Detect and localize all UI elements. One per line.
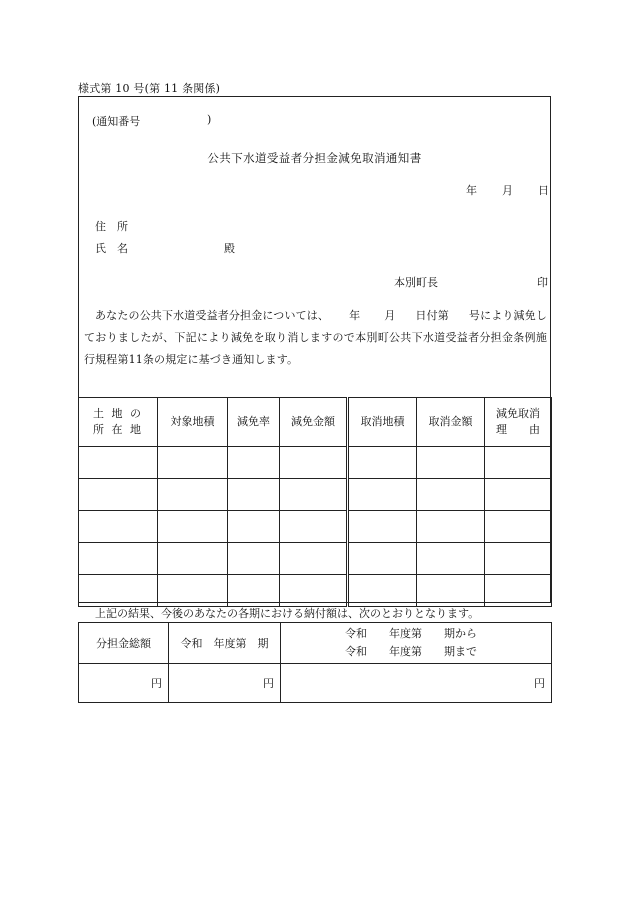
table-cell (228, 479, 280, 511)
header-target-area: 対象地積 (158, 398, 228, 447)
header-location-line2: 所 在 地 (93, 423, 143, 436)
table-cell (228, 575, 280, 607)
header-reason-line2: 理 由 (496, 423, 540, 436)
table-cell (228, 543, 280, 575)
header-location (79, 398, 158, 447)
table-cell (158, 479, 228, 511)
table-row (79, 543, 552, 575)
table-cell (280, 575, 348, 607)
issuer-title: 本別町長 (394, 276, 438, 289)
reduction-table-header (79, 398, 552, 447)
table-cell (485, 447, 552, 479)
table-cell (485, 511, 552, 543)
address-label-1: 住 (95, 220, 106, 233)
table-cell (79, 479, 158, 511)
table-cell (485, 543, 552, 575)
period-label: 令和 年度第 期 (169, 623, 281, 664)
table-cell (79, 447, 158, 479)
table-row (79, 575, 552, 607)
table-cell (158, 543, 228, 575)
header-location-line1: 土 地 の (93, 407, 143, 420)
table-row (79, 479, 552, 511)
table-cell (280, 447, 348, 479)
period-range-from: 令和 年度第 期から (345, 627, 477, 640)
table-cell (417, 543, 485, 575)
body-lead: あなたの公共下水道受益者分担金については、 (95, 309, 330, 322)
seal-mark: 印 (537, 276, 548, 289)
table-cell (79, 575, 158, 607)
table-cell (79, 543, 158, 575)
name-label-1: 氏 (95, 242, 106, 255)
document-title: 公共下水道受益者分担金減免取消通知書 (207, 151, 422, 165)
table-cell (348, 447, 417, 479)
reduction-table (78, 397, 552, 607)
payment-table-values (79, 664, 552, 703)
table-cell (158, 575, 228, 607)
address-label-2: 所 (117, 220, 128, 233)
header-reduction-rate: 減免率 (228, 398, 280, 447)
honorific: 殿 (224, 242, 235, 255)
table-cell (79, 511, 158, 543)
body-rest: 号により減免しておりましたが、下記により減免を取り消しますので本別町公共下水道受益者分担金条例施行規程第11条の規定に基づき通知します。 (84, 309, 548, 366)
notice-number-label: (通知番号 (92, 115, 141, 128)
table-cell (348, 575, 417, 607)
header-reduction-amount: 減免金額 (280, 398, 348, 447)
payment-table (78, 622, 552, 703)
table-cell (348, 543, 417, 575)
table-cell (417, 447, 485, 479)
form-number-label: 様式第 10 号(第 11 条関係) (78, 82, 221, 95)
yen-range: 円 (281, 664, 552, 703)
table-cell (485, 575, 552, 607)
header-cancel-amount: 取消金額 (417, 398, 485, 447)
table-cell (417, 575, 485, 607)
payment-note: 上記の結果、今後のあなたの各期における納付額は、次のとおりとなります。 (95, 607, 480, 620)
yen-total: 円 (79, 664, 169, 703)
body-paragraph (84, 305, 547, 371)
date-day: 日 (538, 184, 549, 197)
header-cancel-reason (485, 398, 552, 447)
table-row (79, 447, 552, 479)
payment-table-header (79, 623, 552, 664)
table-cell (158, 447, 228, 479)
date-year: 年 (466, 184, 477, 197)
header-reason-line1: 減免取消 (496, 407, 540, 420)
table-cell (348, 511, 417, 543)
table-cell (485, 479, 552, 511)
total-amount-label: 分担金総額 (79, 623, 169, 664)
period-range-to: 令和 年度第 期まで (345, 645, 477, 658)
notice-number-close: ) (207, 113, 212, 126)
table-cell (228, 511, 280, 543)
header-cancel-area: 取消地積 (348, 398, 417, 447)
table-row (79, 511, 552, 543)
period-range (281, 623, 552, 664)
body-month: 月 (384, 309, 396, 322)
yen-period: 円 (169, 664, 281, 703)
table-cell (280, 511, 348, 543)
table-cell (348, 479, 417, 511)
name-label-2: 名 (117, 242, 128, 255)
table-cell (228, 447, 280, 479)
table-cell (280, 543, 348, 575)
body-date-no: 日付第 (415, 309, 449, 322)
table-cell (280, 479, 348, 511)
date-month: 月 (502, 184, 513, 197)
table-cell (158, 511, 228, 543)
table-cell (417, 511, 485, 543)
body-year: 年 (349, 309, 361, 322)
notice-number (92, 113, 212, 129)
table-cell (417, 479, 485, 511)
